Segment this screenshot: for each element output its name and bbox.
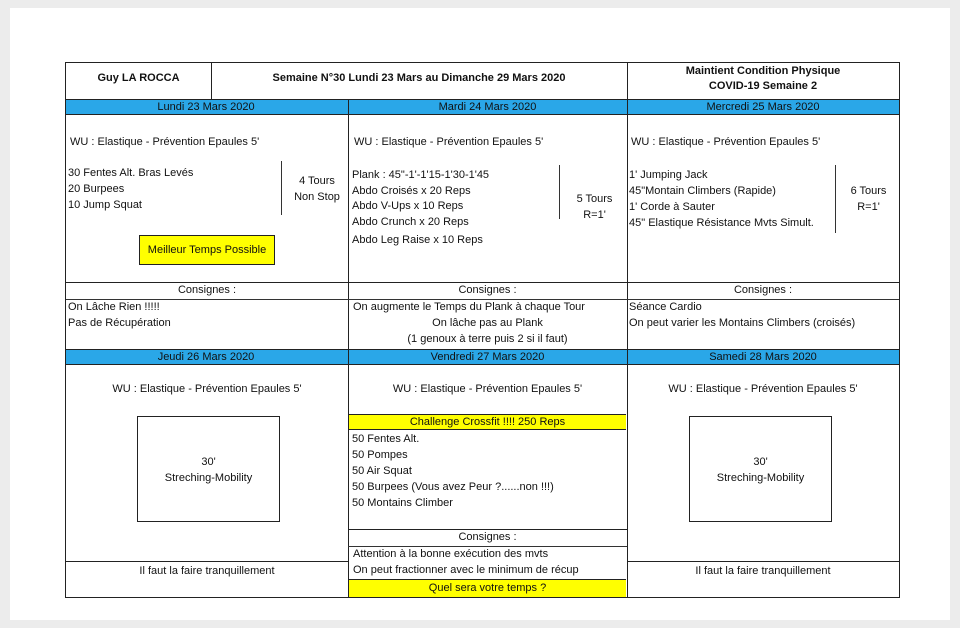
tue-exercise-3: Abdo V-Ups x 10 Reps	[352, 200, 464, 212]
mon-consignes-title: Consignes :	[177, 284, 237, 296]
fri-exercise-1: 50 Fentes Alt.	[352, 433, 420, 445]
wed-exercise-3: 1' Corde à Sauter	[629, 201, 715, 213]
fri-time-question: Quel sera votre temps ?	[349, 579, 626, 597]
tue-exercise-1: Plank : 45"-1'-1'15-1'30-1'45	[352, 169, 490, 181]
mon-highlight-box: Meilleur Temps Possible	[139, 235, 275, 265]
document-sheet	[10, 8, 950, 620]
thu-activity: Streching-Mobility	[164, 472, 253, 484]
wed-consigne-2: On peut varier les Montains Climbers (croisés)	[629, 317, 856, 329]
mon-exercise-1: 30 Fentes Alt. Bras Levés	[68, 167, 194, 179]
tue-exercise-4: Abdo Crunch x 20 Reps	[352, 216, 469, 228]
tue-rest: R=1'	[583, 209, 606, 221]
tue-consignes-title: Consignes :	[458, 284, 517, 296]
sat-duration: 30'	[753, 456, 768, 468]
fri-exercise-3: 50 Air Squat	[352, 465, 412, 477]
tue-rounds: 5 Tours	[576, 193, 613, 205]
goal-line-1: Maintient Condition Physique	[685, 65, 841, 77]
thu-duration: 30'	[201, 456, 216, 468]
wed-consignes-title: Consignes :	[733, 284, 793, 296]
thu-mobility-box	[137, 416, 280, 522]
mon-divider	[281, 161, 282, 215]
mon-consigne-1: On Lâche Rien !!!!!	[68, 301, 160, 313]
tue-consigne-3: (1 genoux à terre puis 2 si il faut)	[407, 333, 568, 345]
training-plan-table	[65, 62, 900, 598]
fri-exercise-4: 50 Burpees (Vous avez Peur ?......non !!!)	[352, 481, 554, 493]
fri-consignes-title: Consignes :	[458, 531, 517, 543]
thu-warmup: WU : Elastique - Prévention Epaules 5'	[112, 383, 302, 395]
fri-challenge-banner: Challenge Crossfit !!!! 250 Reps	[349, 414, 626, 430]
fri-exercise-5: 50 Montains Climber	[352, 497, 453, 509]
mon-exercise-2: 20 Burpees	[68, 183, 125, 195]
day-label-sat: Samedi 28 Mars 2020	[709, 351, 817, 363]
sat-mobility-box	[689, 416, 832, 522]
day-label-wed: Mercredi 25 Mars 2020	[706, 101, 820, 113]
fri-warmup: WU : Elastique - Prévention Epaules 5'	[392, 383, 583, 395]
mon-rounds-mode: Non Stop	[294, 191, 340, 203]
tue-consigne-1: On augmente le Temps du Plank à chaque Tour	[353, 301, 585, 313]
mon-warmup: WU : Elastique - Prévention Epaules 5'	[70, 136, 260, 148]
wed-exercise-2: 45"Montain Climbers (Rapide)	[629, 185, 776, 197]
tue-exercise-5: Abdo Leg Raise x 10 Reps	[352, 234, 483, 246]
tue-divider	[559, 165, 560, 219]
wed-rounds: 6 Tours	[850, 185, 887, 197]
wed-exercise-4: 45" Elastique Résistance Mvts Simult.	[629, 217, 814, 229]
fri-consigne-1: Attention à la bonne exécution des mvts	[353, 548, 549, 560]
day-bar-week2	[66, 349, 899, 365]
goal-line-2: COVID-19 Semaine 2	[708, 80, 818, 92]
fri-consigne-2: On peut fractionner avec le minimum de récup	[353, 564, 579, 576]
tue-exercise-2: Abdo Croisés x 20 Reps	[352, 185, 471, 197]
mon-rounds: 4 Tours	[299, 175, 335, 187]
sat-warmup: WU : Elastique - Prévention Epaules 5'	[668, 383, 858, 395]
author-name: Guy LA ROCCA	[97, 72, 180, 84]
day-label-fri: Vendredi 27 Mars 2020	[430, 351, 545, 363]
wed-divider	[835, 165, 836, 233]
wed-warmup: WU : Elastique - Prévention Epaules 5'	[631, 136, 821, 148]
sat-activity: Streching-Mobility	[716, 472, 805, 484]
fri-exercise-2: 50 Pompes	[352, 449, 408, 461]
tue-consigne-2: On lâche pas au Plank	[432, 317, 543, 329]
day-label-mon: Lundi 23 Mars 2020	[157, 101, 255, 113]
wed-consigne-1: Séance Cardio	[629, 301, 702, 313]
wed-exercise-1: 1' Jumping Jack	[629, 169, 708, 181]
day-bar-week1	[66, 99, 899, 115]
tue-warmup: WU : Elastique - Prévention Epaules 5'	[354, 136, 544, 148]
thu-note: Il faut la faire tranquillement	[139, 565, 275, 577]
mon-exercise-3: 10 Jump Squat	[68, 199, 142, 211]
sat-note: Il faut la faire tranquillement	[695, 565, 831, 577]
mon-consigne-2: Pas de Récupération	[68, 317, 171, 329]
day-label-thu: Jeudi 26 Mars 2020	[157, 351, 255, 363]
day-label-tue: Mardi 24 Mars 2020	[438, 101, 537, 113]
wed-rest: R=1'	[857, 201, 880, 213]
week-title: Semaine N°30 Lundi 23 Mars au Dimanche 29 Mars 2020	[272, 72, 566, 84]
